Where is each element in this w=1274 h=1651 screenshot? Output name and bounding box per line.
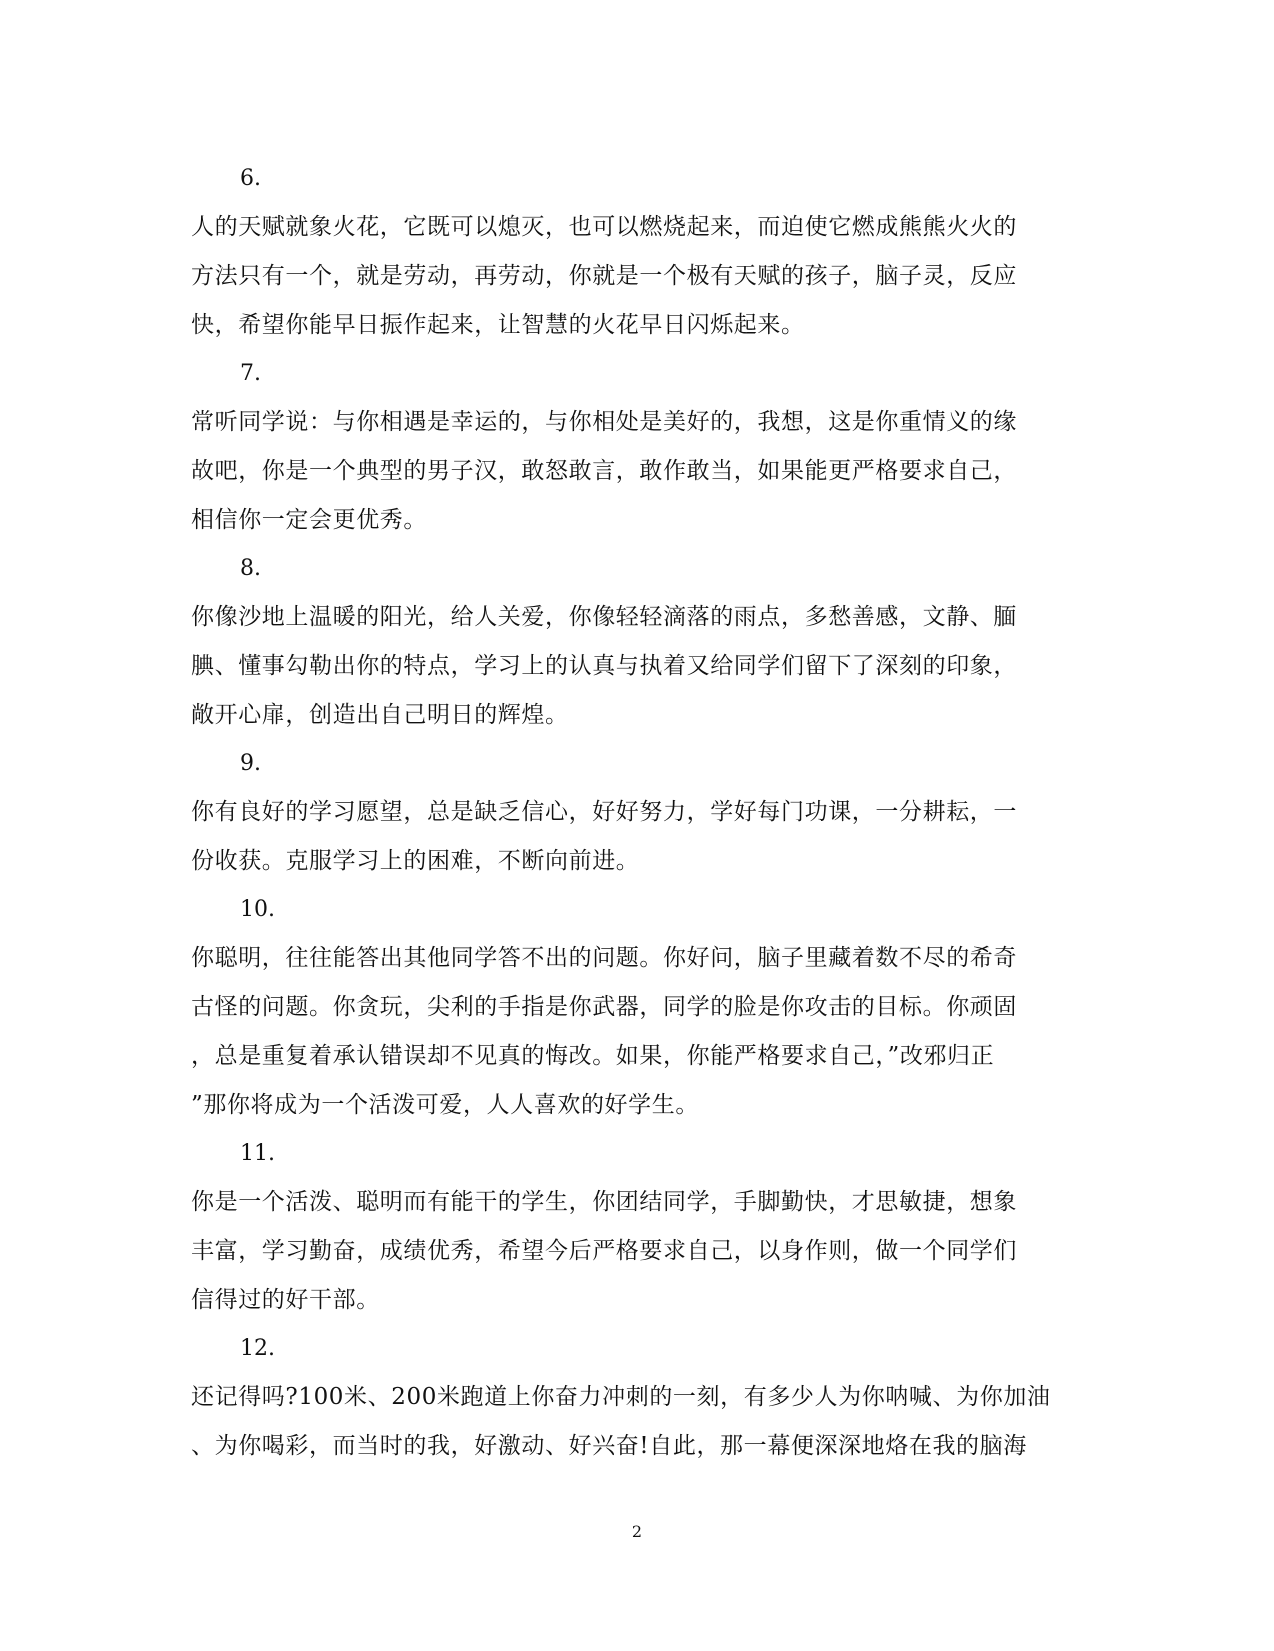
item-text-line: 你是一个活泼、聪明而有能干的学生，你团结同学，手脚勤快，才思敏捷，想象	[191, 1189, 1017, 1215]
comment-item-6	[191, 155, 1071, 350]
comment-item-7	[191, 350, 1071, 545]
item-text-line: ，总是重复着承认错误却不见真的悔改。如果，你能严格要求自己，”改邪归正	[191, 1043, 995, 1069]
item-text-line: ”那你将成为一个活泼可爱，人人喜欢的好学生。	[191, 1092, 699, 1118]
item-number: 12.	[240, 1336, 275, 1361]
item-number: 8.	[240, 556, 261, 581]
item-text-line: 相信你一定会更优秀。	[191, 507, 427, 533]
item-text-line: 丰富，学习勤奋，成绩优秀，希望今后严格要求自己，以身作则，做一个同学们	[191, 1238, 1017, 1264]
item-text-line: 敞开心扉，创造出自己明日的辉煌。	[191, 702, 569, 728]
item-text-line: 快，希望你能早日振作起来，让智慧的火花早日闪烁起来。	[191, 312, 805, 338]
item-text-line: 你像沙地上温暖的阳光，给人关爱，你像轻轻滴落的雨点，多愁善感，文静、腼	[191, 604, 1017, 630]
item-number: 10.	[240, 897, 275, 922]
comment-item-8	[191, 545, 1071, 740]
item-text-line: 常听同学说：与你相遇是幸运的，与你相处是美好的，我想，这是你重情义的缘	[191, 409, 1017, 435]
comment-list	[191, 155, 1071, 1471]
item-text-line: 、为你喝彩，而当时的我，好激动、好兴奋!自此，那一幕便深深地烙在我的脑海	[191, 1433, 1027, 1459]
item-text-line: 人的天赋就象火花，它既可以熄灭，也可以燃烧起来，而迫使它燃成熊熊火火的	[191, 214, 1017, 240]
item-number: 7.	[240, 361, 261, 386]
item-text-line: 份收获。克服学习上的困难，不断向前进。	[191, 848, 640, 874]
item-text-line: 还记得吗?100米、200米跑道上你奋力冲刺的一刻，有多少人为你呐喊、为你加油	[191, 1384, 1051, 1410]
item-text-line: 腆、懂事勾勒出你的特点，学习上的认真与执着又给同学们留下了深刻的印象，	[191, 653, 1017, 679]
item-text-line: 故吧，你是一个典型的男子汉，敢怒敢言，敢作敢当，如果能更严格要求自己，	[191, 458, 1017, 484]
comment-item-9	[191, 740, 1071, 886]
comment-item-10	[191, 886, 1071, 1130]
item-text-line: 方法只有一个，就是劳动，再劳动，你就是一个极有天赋的孩子，脑子灵，反应	[191, 263, 1017, 289]
item-number: 6.	[240, 166, 261, 191]
item-number: 9.	[240, 751, 261, 776]
item-text-line: 你有良好的学习愿望，总是缺乏信心，好好努力，学好每门功课，一分耕耘，一	[191, 799, 1017, 825]
comment-item-12	[191, 1325, 1071, 1471]
comment-item-11	[191, 1130, 1071, 1325]
item-number: 11.	[240, 1141, 275, 1166]
page-number: 2	[631, 1522, 643, 1541]
item-text-line: 信得过的好干部。	[191, 1287, 380, 1313]
item-text-line: 你聪明，往往能答出其他同学答不出的问题。你好问，脑子里藏着数不尽的希奇	[191, 945, 1017, 971]
item-text-line: 古怪的问题。你贪玩，尖利的手指是你武器，同学的脸是你攻击的目标。你顽固	[191, 994, 1017, 1020]
